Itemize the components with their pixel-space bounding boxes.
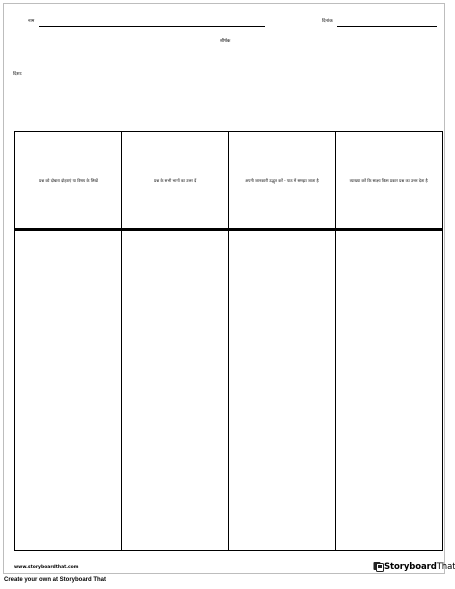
- brand-that: That: [436, 561, 455, 572]
- worksheet-title: शीर्षक: [220, 39, 231, 44]
- column-divider: [228, 132, 229, 550]
- storyboard-logo-icon: [373, 561, 384, 572]
- name-label: नाम: [28, 19, 35, 24]
- create-your-own-link[interactable]: Create your own at Storyboard That: [4, 577, 107, 583]
- column-header-answer: प्रश्न के सभी भागों का उत्तर दें: [153, 177, 197, 183]
- instructions-label: दिशा:: [13, 72, 23, 77]
- column-header-restate: प्रश्न को दोबारा दोहराएं या विषय के लिखें: [38, 177, 98, 183]
- brand-story: Storyboard: [384, 561, 437, 572]
- column-header-cite: अपनी जानकारी उद्धृत करें - पाठ में समझा जाता है: [245, 177, 319, 183]
- date-label: दिनांक: [322, 19, 333, 24]
- response-table: [14, 131, 443, 551]
- footer-url[interactable]: www.storyboardthat.com: [14, 565, 79, 570]
- name-field[interactable]: [39, 26, 265, 27]
- column-divider: [121, 132, 122, 550]
- brand-wordmark: [384, 562, 455, 572]
- column-header-explain: व्याख्या करें कि साक्ष्य किस प्रकार प्रश्न का उत्तर देता है: [349, 177, 428, 183]
- column-divider: [335, 132, 336, 550]
- worksheet-page: [3, 3, 455, 574]
- brand-logo[interactable]: [373, 561, 455, 572]
- date-field[interactable]: [337, 26, 437, 27]
